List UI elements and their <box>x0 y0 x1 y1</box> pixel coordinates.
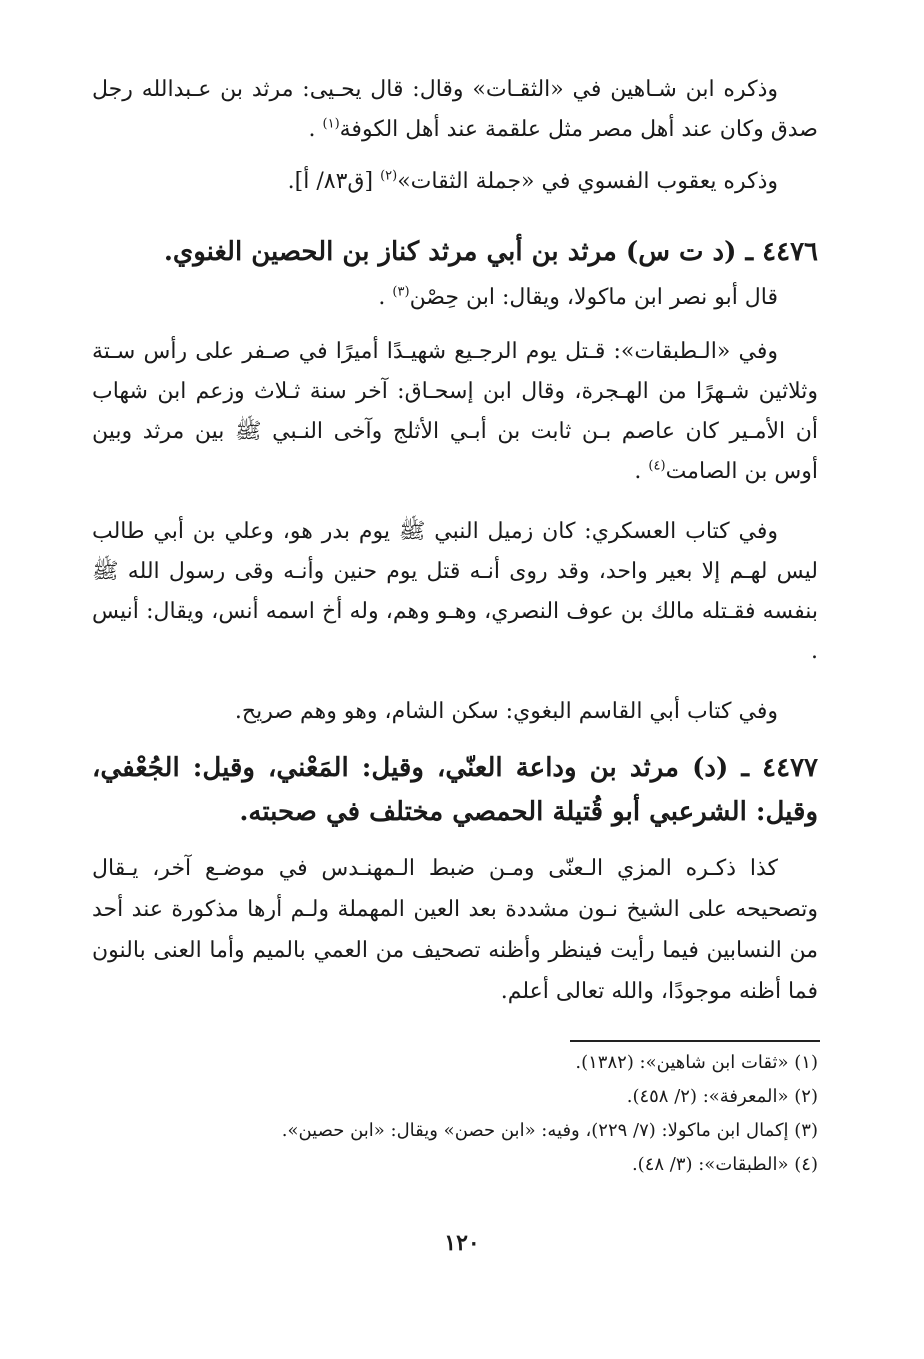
paragraph-text: قال أبو نصر ابن ماكولا، ويقال: ابن حِصْن <box>409 285 778 310</box>
footnote-2: (٢) «المعرفة»: (٢/ ٤٥٨). <box>626 1086 818 1107</box>
paragraph-end: [ق٨٣/ أ]. <box>287 169 381 194</box>
footnotes <box>92 1046 818 1182</box>
paragraph-end: . <box>308 117 323 142</box>
footnote-ref-3: (٣) <box>392 284 410 300</box>
footnote-4: (٤) «الطبقات»: (٣/ ٤٨). <box>631 1154 818 1175</box>
paragraph-ibn-shahin <box>92 70 818 150</box>
page-number: ١٢٠ <box>444 1230 480 1256</box>
paragraph-tabaqat <box>92 332 818 492</box>
footnote-3: (٣) إكمال ابن ماكولا: (٧/ ٢٢٩)، وفيه: «ابن حصن» ويقال: «ابن حصين». <box>281 1120 818 1141</box>
paragraph-askari: وفي كتاب العسكري: كان زميل النبي ﷺ يوم بدر هو، وعلي بن أبي طالب ليس لهـم إلا بعير واحد، وقد روى أنـه قتل يوم حنين وأنـه وقى رسول الله ﷺ بنفسه فقـتله مالك بن عوف النصري، وهـو وهم، وله أخ اسمه أنس، ويقال: أنيس . <box>92 519 818 664</box>
footnote-ref-1: (١) <box>322 116 340 132</box>
paragraph-mizzi: كذا ذكـره المزي الـعنّى ومـن ضبط الـمهنـدس في موضـع آخر، يـقال وتصحيحه على الشيخ نـون مشددة بعد العين المهملة ولـم أرها مذكورة عند أحد من النسابين فيما رأيت فينظر وأظنه تصحيف من العمي بالميم وأما العنى بالنون فما أظنه موجودًا، والله تعالى أعلم. <box>92 856 818 1004</box>
footnote-1: (١) «ثقات ابن شاهين»: (١٣٨٢). <box>575 1052 818 1073</box>
paragraph-end: . <box>634 459 649 484</box>
footnote-ref-4: (٤) <box>648 458 666 474</box>
paragraph-text: وذكره ابن شـاهين في «الثقـات» وقال: قال يحـيى: مرثد بن عـبدالله رجل صدق وكان عند أهل مصر مثل علقمة عند أهل الكوفة <box>92 77 818 142</box>
entry-heading-4476: ٤٤٧٦ ـ (د ت س) مرثد بن أبي مرثد كناز بن الحصين الغنوي. <box>163 237 818 267</box>
paragraph-text: وذكره يعقوب الفسوي في «جملة الثقات» <box>397 169 778 194</box>
paragraph-end: . <box>378 285 393 310</box>
paragraph-fasawi <box>92 162 818 202</box>
paragraph-text: وفي «الـطبقات»: قـتل يوم الرجـيع شهيـدًا أميرًا في صـفر على رأس سـتة وثلاثين شـهرًا من الهـجرة، وقال ابن إسحـاق: آخر سنة ثـلاث وزعم ابن شهاب أن الأمـير كان عاصم بـن ثابت بن أبـي الأثلج وآخى النـبي ﷺ بين مرثد وبين أوس بن الصامت <box>92 339 818 484</box>
paragraph-baghawi: وفي كتاب أبي القاسم البغوي: سكن الشام، وهو وهم صريح. <box>234 699 778 724</box>
footnote-ref-2: (٢) <box>380 168 398 184</box>
footnote-divider <box>570 1040 820 1042</box>
entry-heading-4477: ٤٤٧٧ ـ (د) مرثد بن وداعة العنّي، وقيل: المَعْني، وقيل: الجُعْفي، وقيل: الشرعبي أبو قُتيلة الحمصي مختلف في صحبته. <box>92 753 818 827</box>
paragraph-ibn-makula <box>92 278 818 318</box>
